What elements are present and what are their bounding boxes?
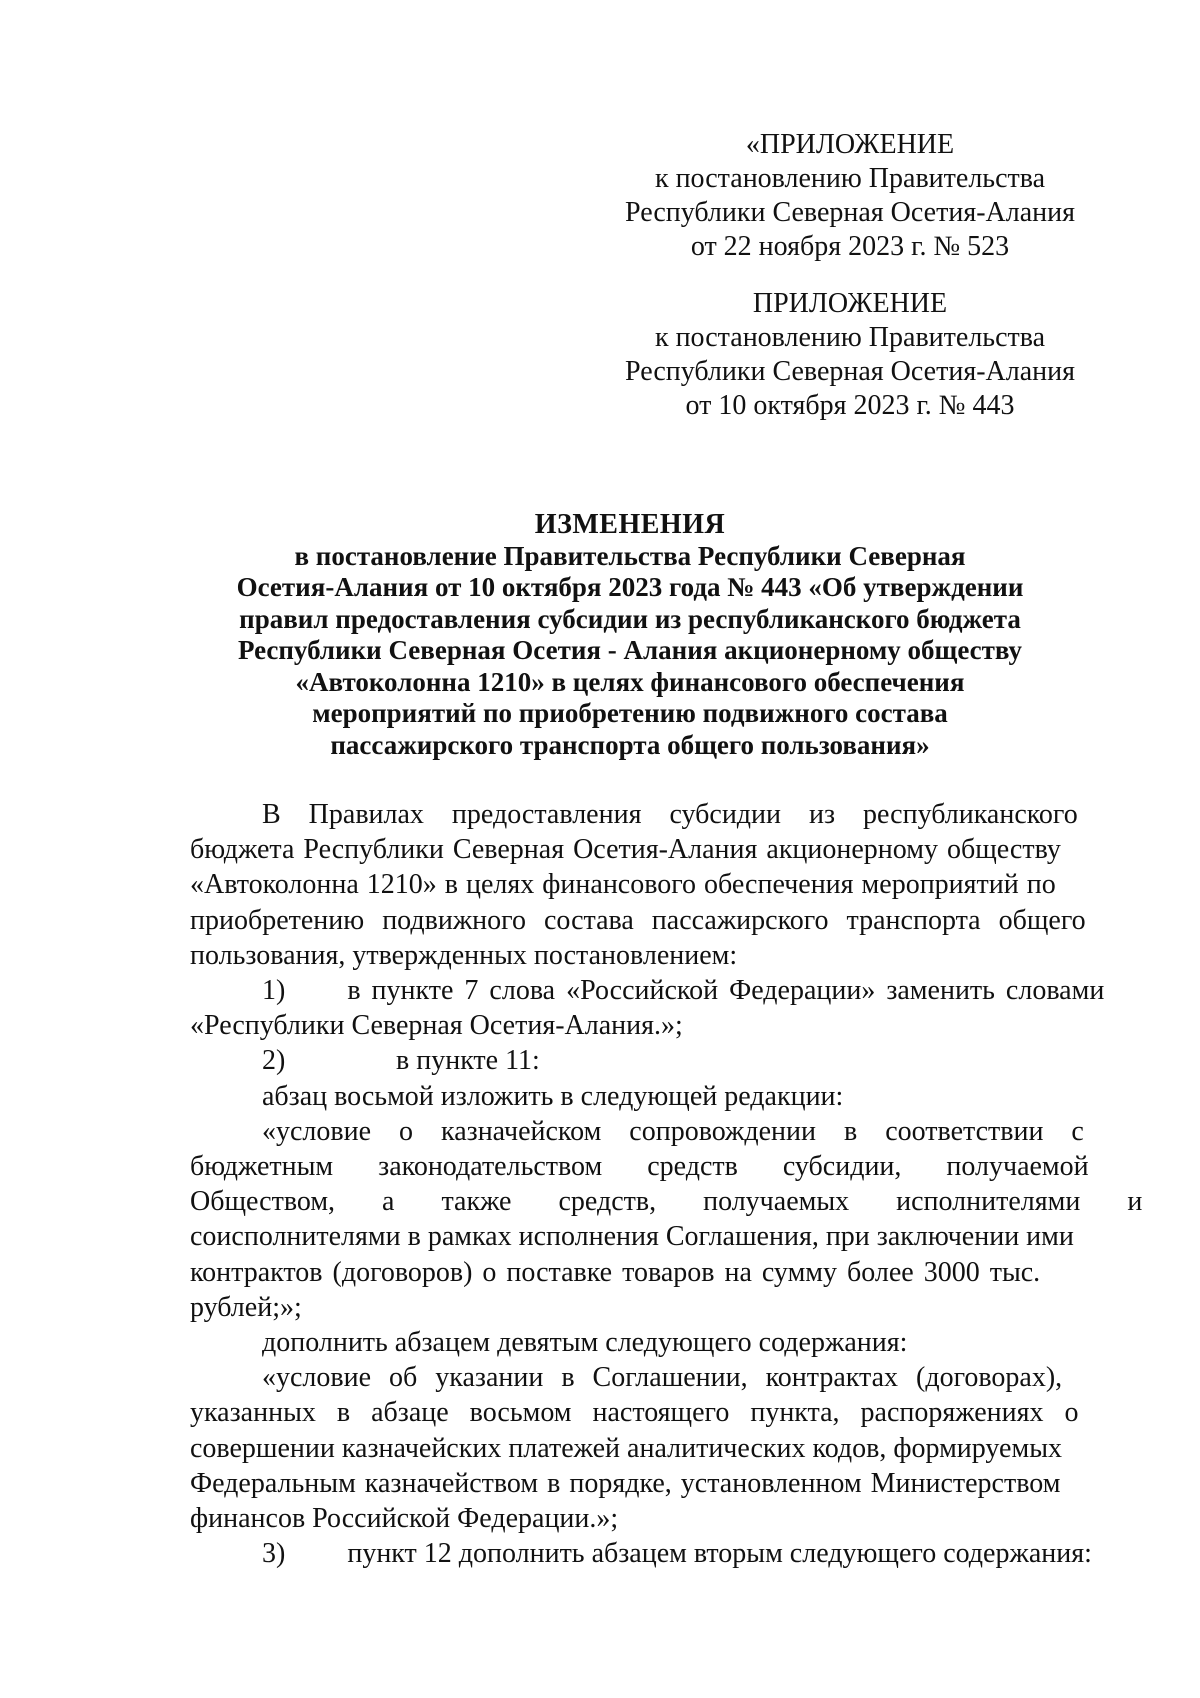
list-item-3 (190, 1536, 1092, 1571)
title-line: мероприятий по приобретению подвижного состава (312, 698, 948, 728)
title-line: Осетия-Алания от 10 октября 2023 года № 443 «Об утверждении (236, 572, 1024, 602)
intro-line: бюджета Республики Северная Осетия-Алания акционерному обществу (190, 834, 1061, 866)
intro-line: «Автоколонна 1210» в целях финансового обеспечения мероприятий по (190, 869, 1056, 901)
intro-line: пользования, утвержденных постановлением: (190, 939, 738, 971)
title-line: в постановление Правительства Республики Северная (294, 540, 966, 571)
list-item-text: в пункте 7 слова «Российской Федерации» заменить словами (347, 975, 1105, 1007)
list-item-number: 1) (262, 975, 286, 1007)
annex-header-current (600, 128, 1100, 264)
annex-original-line: от 10 октября 2023 г. № 443 (685, 390, 1015, 421)
quote-line: бюджетным законодательством средств субсидии, получаемой (190, 1151, 1089, 1183)
list-item-continuation: «Республики Северная Осетия-Алания.»; (190, 1010, 683, 1042)
quote-line: указанных в абзаце восьмом настоящего пункта, распоряжениях о (190, 1397, 1079, 1429)
title-line: Республики Северная Осетия - Алания акционерному обществу (237, 635, 1023, 665)
sub-paragraph: абзац восьмой изложить в следующей редакции: (262, 1080, 844, 1112)
list-item-1 (190, 973, 1105, 1008)
title-line: правил предоставления субсидии из республиканского бюджета (239, 603, 1021, 634)
annex-header-original (600, 287, 1100, 423)
quote-line: финансов Российской Федерации.»; (190, 1503, 619, 1535)
quote-line: «условие об указании в Соглашении, контрактах (договорах), (262, 1362, 1063, 1394)
quote-line: контрактов (договоров) о поставке товаров на сумму более 3000 тыс. (190, 1256, 1041, 1288)
quote-line: Федеральным казначейством в порядке, установленном Министерством (190, 1467, 1061, 1499)
document-body (190, 797, 1143, 1571)
document-title (190, 509, 1070, 761)
intro-line: приобретению подвижного состава пассажирского транспорта общего (190, 904, 1086, 936)
title-line: пассажирского транспорта общего пользования» (330, 729, 930, 760)
list-item-text: в пункте 11: (396, 1045, 540, 1077)
annex-current-line: от 22 ноября 2023 г. № 523 (690, 231, 1010, 262)
annex-original-line: к постановлению Правительства (654, 322, 1046, 353)
list-item-number: 2) (262, 1045, 286, 1077)
annex-current-line: к постановлению Правительства (654, 163, 1046, 194)
annex-current-line: «ПРИЛОЖЕНИЕ (745, 129, 955, 160)
list-item-text: пункт 12 дополнить абзацем вторым следующего содержания: (347, 1538, 1092, 1570)
annex-current-line: Республики Северная Осетия-Алания (625, 197, 1075, 228)
list-item-number: 3) (262, 1538, 286, 1570)
annex-original-line: ПРИЛОЖЕНИЕ (752, 288, 948, 319)
quote-line: совершении казначейских платежей аналитических кодов, формируемых (190, 1432, 1063, 1464)
quoted-paragraph-1 (190, 1114, 1143, 1325)
list-item-2 (190, 1043, 1070, 1078)
title-line: «Автоколонна 1210» в целях финансового обеспечения (295, 666, 965, 697)
intro-paragraph (190, 797, 1086, 973)
quote-line: «условие о казначейском сопровождении в соответствии с (262, 1115, 1084, 1147)
quote-line: Обществом, а также средств, получаемых исполнителями и (190, 1186, 1143, 1218)
annex-original-line: Республики Северная Осетия-Алания (625, 356, 1075, 387)
sub-paragraph: дополнить абзацем девятым следующего содержания: (262, 1327, 908, 1359)
quoted-paragraph-2 (190, 1360, 1079, 1536)
title-heading: ИЗМЕНЕНИЯ (534, 509, 726, 540)
quote-line: рублей;»; (190, 1291, 302, 1323)
intro-line: В Правилах предоставления субсидии из республиканского (262, 799, 1078, 830)
quote-line: соисполнителями в рамках исполнения Соглашения, при заключении ими (190, 1221, 1074, 1253)
